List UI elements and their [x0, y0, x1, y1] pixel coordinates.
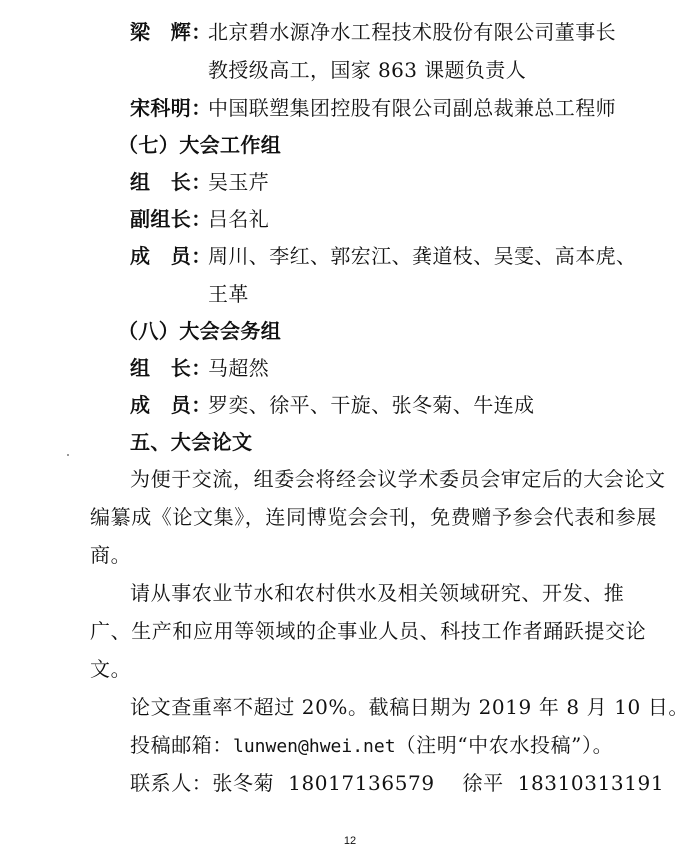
members-label: 成 员：: [130, 393, 212, 417]
section-heading: 五、大会论文: [130, 430, 253, 454]
paragraph-line: 广、生产和应用等领域的企事业人员、科技工作者踊跃提交论: [90, 619, 647, 643]
email-line: [130, 731, 700, 761]
scan-speck: [67, 454, 69, 456]
email-address[interactable]: lunwen@hwei.net: [233, 736, 396, 757]
members-names-cont: 王革: [208, 282, 249, 306]
deadline-line: 论文查重率不超过 20%。截稿日期为 2019 年 8 月 10 日。: [130, 695, 690, 719]
member-title-line1: 中国联塑集团控股有限公司副总裁兼总工程师: [208, 96, 616, 120]
paragraph-line: 商。: [90, 543, 132, 567]
paragraph-line: 编纂成《论文集》，连同博览会会刊，免费赠予参会代表和参展: [90, 505, 657, 529]
deputy-name: 吕名礼: [208, 207, 270, 231]
contact-line: 联系人：张冬菊 18017136579 徐平 18310313191: [130, 771, 665, 795]
member-title-line2: 教授级高工，国家 863 课题负责人: [208, 58, 527, 82]
paragraph-line: 请从事农业节水和农村供水及相关领域研究、开发、推: [130, 581, 625, 605]
email-note: （注明“中农水投稿”）。: [395, 733, 614, 757]
member-label: 梁 辉：: [130, 20, 212, 44]
members-names: 周川、李红、郭宏江、龚道枝、吴雯、高本虎、: [208, 244, 637, 268]
leader-label: 组 长：: [130, 170, 212, 194]
member-label: 宋科明：: [130, 96, 212, 120]
deputy-label: 副组长：: [130, 207, 212, 231]
leader-name: 马超然: [208, 356, 270, 380]
email-label: 投稿邮箱：: [130, 733, 233, 757]
section-heading: （七）大会工作组: [118, 133, 282, 157]
member-title-line1: 北京碧水源净水工程技术股份有限公司董事长: [208, 20, 616, 44]
leader-name: 吴玉芹: [208, 170, 270, 194]
section-heading: （八）大会会务组: [118, 319, 282, 343]
leader-label: 组 长：: [130, 356, 212, 380]
paragraph-line: 为便于交流，组委会将经会议学术委员会审定后的大会论文: [130, 467, 666, 491]
paragraph-line: 文。: [90, 657, 132, 681]
page-number: 12: [343, 835, 357, 847]
members-names: 罗奕、徐平、干旋、张冬菊、牛连成: [208, 393, 535, 417]
members-label: 成 员：: [130, 244, 212, 268]
